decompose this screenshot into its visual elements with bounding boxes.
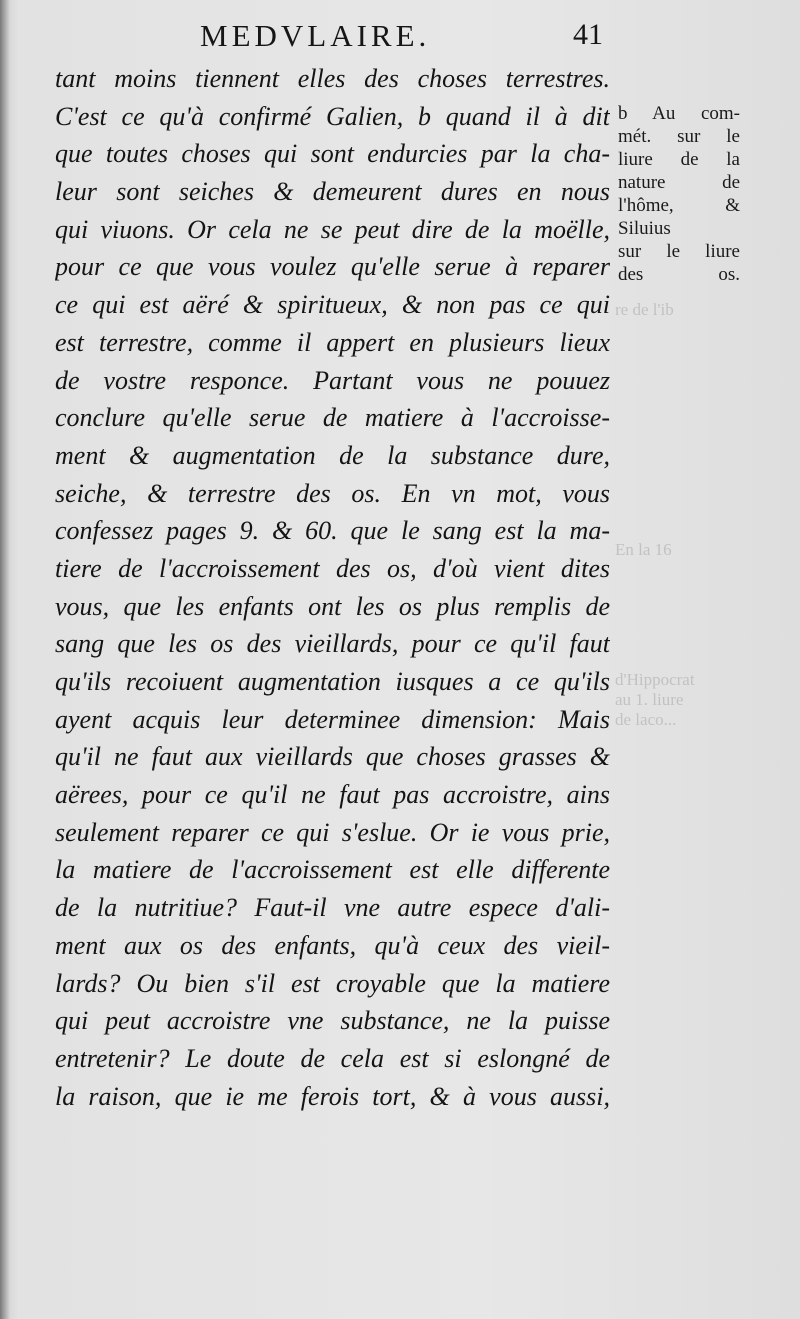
body-text-line: de vostre responce. Partant vous ne pouuez	[55, 365, 610, 395]
body-text-line: vous, que les enfants ont les os plus remplis de	[55, 591, 610, 621]
margin-note-line: mét. sur le	[618, 126, 740, 147]
body-text-line: est terrestre, comme il appert en plusieurs lieux	[55, 327, 610, 357]
margin-note-line: liure de la	[618, 149, 740, 170]
body-text-line: la raison, que ie me ferois tort, & à vous aussi,	[55, 1081, 610, 1111]
body-text-line: ayent acquis leur determinee dimension: Mais	[55, 704, 610, 734]
body-text-line: tiere de l'accroissement des os, d'où vient dites	[55, 553, 610, 583]
body-text-line: de la nutritiue? Faut-il vne autre espece d'ali-	[55, 893, 610, 923]
margin-note-line: Siluius	[618, 218, 671, 239]
body-text-line: ment & augmentation de la substance dure,	[55, 440, 610, 470]
body-text-line: ment aux os des enfants, qu'à ceux des vieil-	[55, 930, 610, 960]
body-text-line: seulement reparer ce qui s'eslue. Or ie vous prie,	[55, 817, 610, 847]
margin-note-line: des os.	[618, 264, 740, 285]
bleed-through-line: d'Hippocrat	[615, 670, 695, 689]
body-text-line: ce qui est aëré & spiritueux, & non pas ce qui	[55, 290, 610, 320]
body-text-line: tant moins tiennent elles des choses terrestres.	[55, 64, 610, 93]
body-text-line: qu'il ne faut aux vieillards que choses grasses &	[55, 742, 610, 772]
margin-note	[618, 102, 740, 286]
bleed-through-text	[615, 670, 800, 730]
body-text-line: entretenir? Le doute de cela est si eslongné de	[55, 1043, 610, 1073]
page-gutter-shadow	[0, 0, 10, 1319]
margin-note-line: sur le liure	[618, 241, 740, 262]
bleed-through-line: au 1. liure	[615, 690, 684, 709]
body-text-line: C'est ce qu'à confirmé Galien, b quand il à dit	[55, 101, 610, 131]
margin-note-line: l'hôme, &	[618, 195, 740, 216]
body-text-line: qu'ils recoiuent augmentation iusques a ce qu'ils	[55, 667, 610, 696]
body-text-line: lards? Ou bien s'il est croyable que la matiere	[55, 968, 610, 998]
body-text-line: qui peut accroistre vne substance, ne la puisse	[55, 1006, 610, 1036]
running-head: MEDVLAIRE.	[200, 18, 431, 53]
bleed-through-text: En la 16	[615, 540, 672, 559]
margin-note-line: nature de	[618, 172, 740, 193]
body-text-line: leur sont seiches & demeurent dures en nous	[55, 177, 610, 207]
body-text-line: qui viuons. Or cela ne se peut dire de la moëlle,	[55, 214, 610, 244]
body-text-line: seiche, & terrestre des os. En vn mot, vous	[55, 478, 610, 508]
body-text-line: aërees, pour ce qu'il ne faut pas accroistre, ains	[55, 780, 610, 810]
body-text-line: conclure qu'elle serue de matiere à l'accroisse-	[55, 403, 610, 433]
body-text-line: sang que les os des vieillards, pour ce qu'il faut	[55, 629, 610, 659]
body-text-line: que toutes choses qui sont endurcies par la cha-	[55, 139, 610, 169]
bleed-through-text: re de l'ib	[615, 300, 674, 319]
page-number: 41	[573, 18, 603, 51]
bleed-through-line: de laco...	[615, 710, 677, 729]
body-text-line: confessez pages 9. & 60. que le sang est la ma-	[55, 516, 610, 546]
body-text-line: pour ce que vous voulez qu'elle serue à reparer	[55, 252, 610, 282]
body-text-block	[55, 60, 610, 1115]
body-text-line: la matiere de l'accroissement est elle differente	[55, 855, 610, 885]
margin-note-line: b Au com-	[618, 103, 740, 124]
